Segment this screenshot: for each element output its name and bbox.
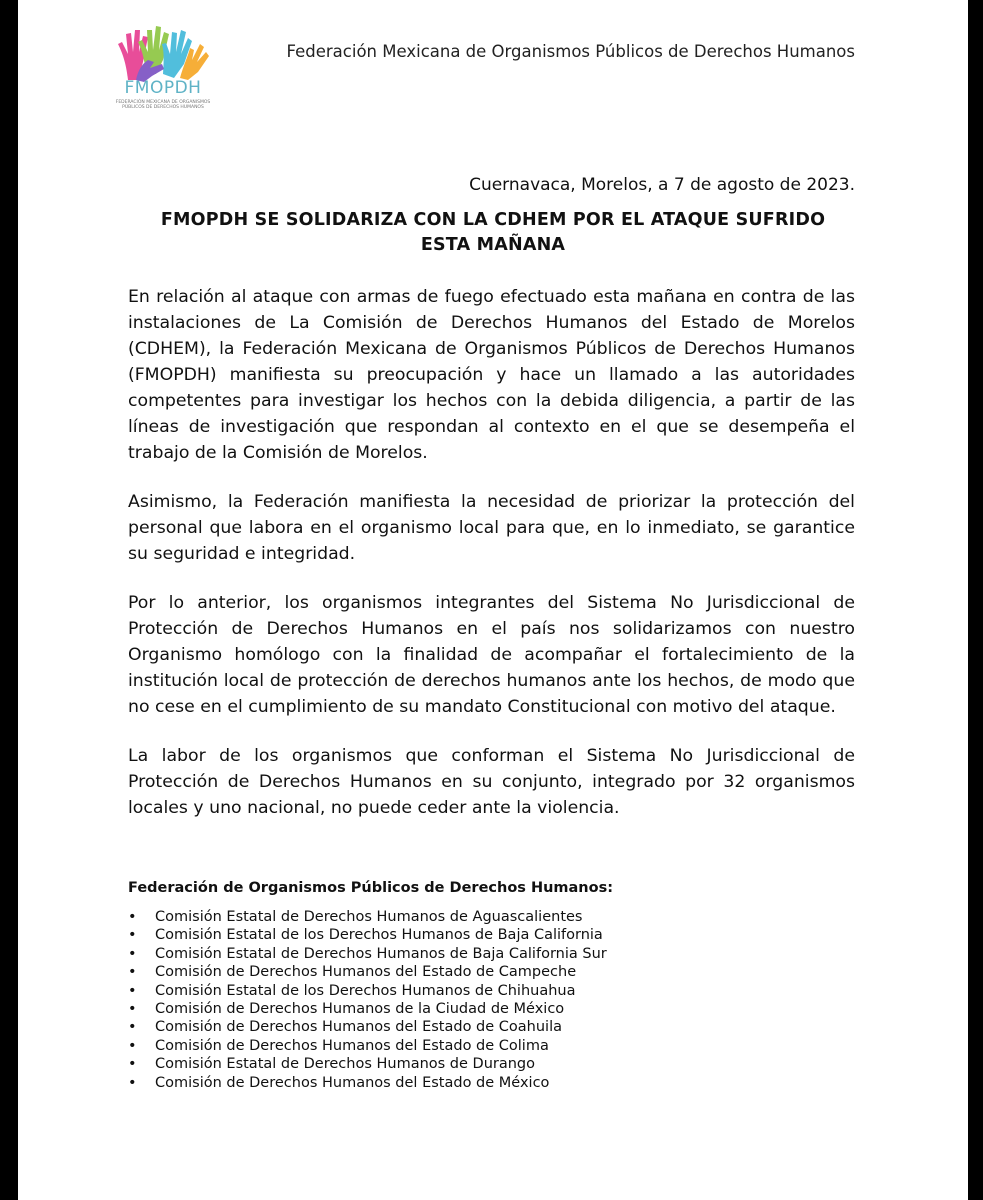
list-item: • Comisión de Derechos Humanos del Estado de Colima bbox=[128, 1037, 607, 1055]
list-item: • Comisión Estatal de Derechos Humanos de Aguascalientes bbox=[128, 908, 607, 926]
logo-wordmark: FMOPDH bbox=[124, 78, 202, 98]
fmopdh-logo bbox=[108, 22, 218, 117]
list-item: • Comisión de Derechos Humanos de la Ciudad de México bbox=[128, 1000, 607, 1018]
header-organization-name: Federación Mexicana de Organismos Públicos de Derechos Humanos bbox=[286, 42, 855, 61]
paragraph-3: Por lo anterior, los organismos integrantes del Sistema No Jurisdiccional de Protección de Derechos Humanos en el país nos solidarizamos con nuestro Organismo homólogo con la finalidad de acompañar el fortalecimiento de la institución local de protección de derechos humanos ante los hechos, de modo que no cese en el cumplimiento de su mandato Constitucional con motivo del ataque. bbox=[128, 593, 855, 717]
paragraph-1: En relación al ataque con armas de fuego efectuado esta mañana en contra de las instalaciones de La Comisión de Derechos Humanos del Estado de Morelos (CDHEM), la Federación Mexicana de Organismos Públicos de Derechos Humanos (FMOPDH) manifiesta su preocupación y hace un llamado a las autoridades competentes para investigar los hechos con la debida diligencia, a partir de las líneas de investigación que respondan al contexto en el que se desempeña el trabajo de la Comisión de Morelos. bbox=[128, 287, 855, 463]
list-item: • Comisión Estatal de los Derechos Humanos de Chihuahua bbox=[128, 982, 607, 1000]
organizations-heading: Federación de Organismos Públicos de Derechos Humanos: bbox=[128, 880, 614, 896]
list-item: • Comisión de Derechos Humanos del Estado de México bbox=[128, 1074, 607, 1092]
document-body bbox=[128, 284, 855, 844]
logo-subtitle: FEDERACIÓN MEXICANA DE ORGANISMOS PÚBLICOS DE DERECHOS HUMANOS bbox=[115, 100, 211, 110]
title-line-1: FMOPDH SE SOLIDARIZA CON LA CDHEM POR EL ATAQUE SUFRIDO bbox=[160, 210, 826, 230]
title-line-2: ESTA MAÑANA bbox=[420, 235, 566, 255]
list-item: • Comisión de Derechos Humanos del Estado de Coahuila bbox=[128, 1018, 607, 1036]
hands-icon bbox=[108, 22, 218, 82]
paragraph-2: Asimismo, la Federación manifiesta la necesidad de priorizar la protección del personal que labora en el organismo local para que, en lo inmediato, se garantice su seguridad e integridad. bbox=[128, 492, 855, 564]
document-title bbox=[128, 208, 858, 258]
document-date: Cuernavaca, Morelos, a 7 de agosto de 2023. bbox=[469, 175, 855, 195]
list-item: • Comisión Estatal de Derechos Humanos de Durango bbox=[128, 1055, 607, 1073]
paragraph-4: La labor de los organismos que conforman el Sistema No Jurisdiccional de Protección de Derechos Humanos en su conjunto, integrado por 32 organismos locales y uno nacional, no puede ceder ante la violencia. bbox=[128, 746, 855, 818]
organizations-list bbox=[128, 908, 607, 1092]
document-page bbox=[18, 0, 968, 1200]
list-item: • Comisión Estatal de Derechos Humanos de Baja California Sur bbox=[128, 945, 607, 963]
list-item: • Comisión de Derechos Humanos del Estado de Campeche bbox=[128, 963, 607, 981]
list-item: • Comisión Estatal de los Derechos Humanos de Baja California bbox=[128, 926, 607, 944]
